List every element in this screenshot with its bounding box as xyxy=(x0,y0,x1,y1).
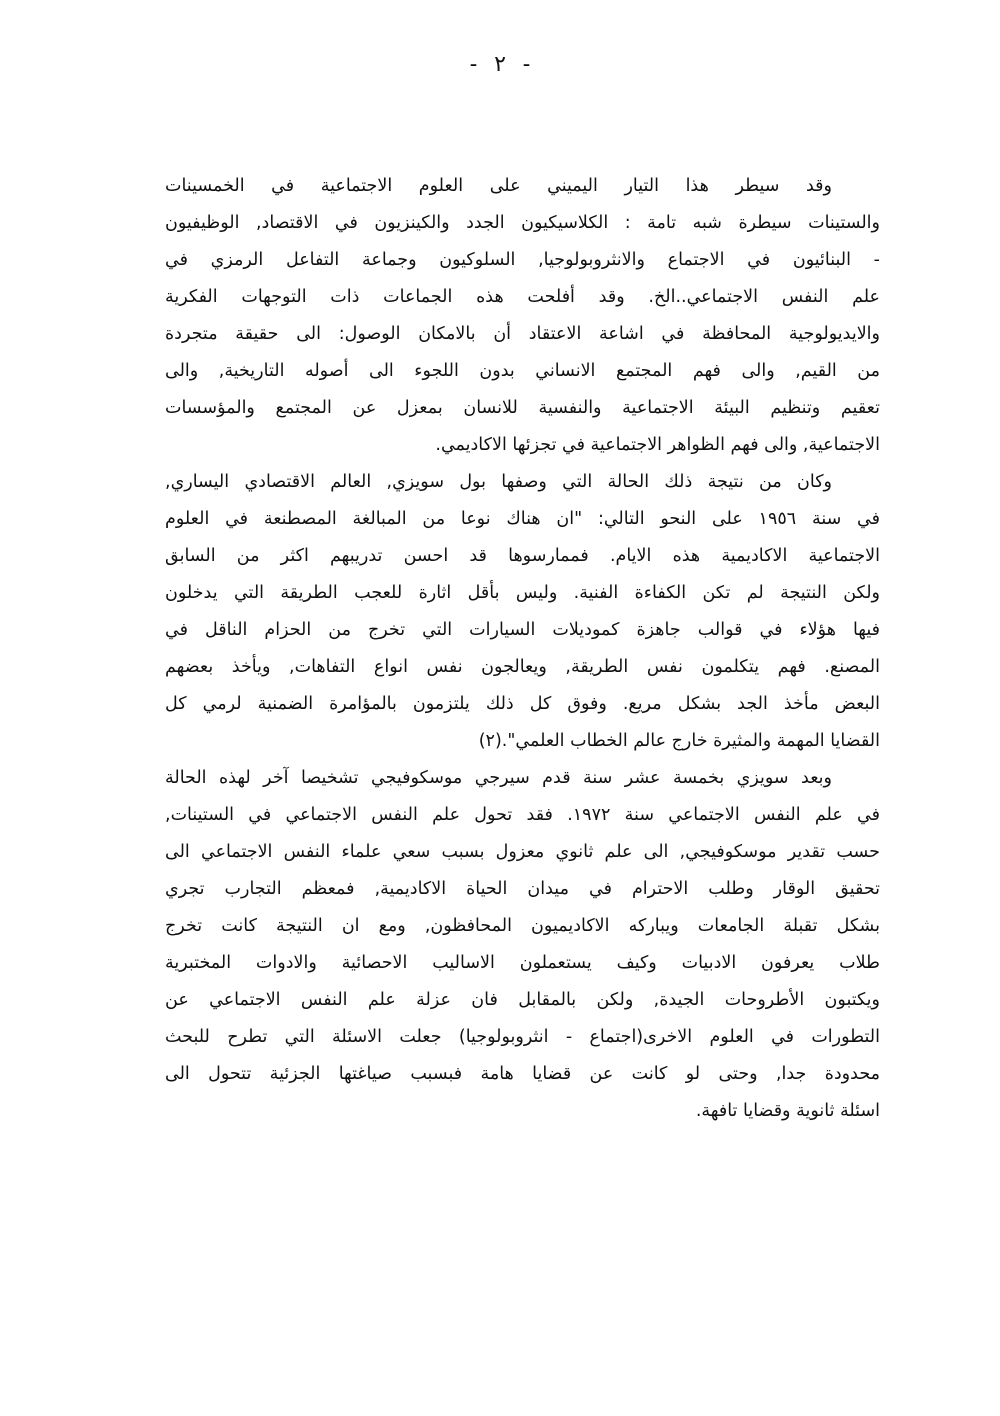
text-line: حسب تقدير موسكوفيجي, الى علم ثانوي معزول بسبب سعي علماء النفس الاجتماعي الى xyxy=(165,842,880,862)
text-line: البعض مأخذ الجد بشكل مريع. وفوق كل ذلك يلتزمون بالمؤامرة الضمنية لرمي كل xyxy=(165,694,880,714)
text-line: المصنع. فهم يتكلمون نفس الطريقة, ويعالجون نفس انواع التفاهات, ويأخذ بعضهم xyxy=(165,657,880,677)
text-line: والايديولوجية المحافظة في اشاعة الاعتقاد أن بالامكان الوصول: الى حقيقة متجردة xyxy=(165,324,880,344)
text-line: الاجتماعية, والى فهم الظواهر الاجتماعية في تجزئها الاكاديمي. xyxy=(435,435,880,455)
document-body xyxy=(165,168,880,1130)
text-line: من القيم, والى فهم المجتمع الانساني بدون اللجوء الى أصوله التاريخية, والى xyxy=(165,361,880,381)
text-line: التطورات في العلوم الاخرى(اجتماع - انثروبولوجيا) جعلت الاسئلة التي تطرح للبحث xyxy=(165,1027,880,1047)
text-line: محدودة جدا, وحتى لو كانت عن قضايا هامة فبسبب صياغتها الجزئية تتحول الى xyxy=(165,1064,880,1084)
text-line: طلاب يعرفون الادبيات وكيف يستعملون الاساليب الاحصائية والادوات المختبرية xyxy=(165,953,880,973)
text-line: ولكن النتيجة لم تكن الكفاءة الفنية. وليس بأقل اثارة للعجب الطريقة التي يدخلون xyxy=(165,583,880,603)
text-line: الاجتماعية الاكاديمية هذه الايام. فممارسوها قد احسن تدريبهم اكثر من السابق xyxy=(165,546,880,566)
paragraph-2 xyxy=(165,464,880,760)
text-line: والستينات سيطرة شبه تامة : الكلاسيكيون الجدد والكينزيون في الاقتصاد, الوظيفيون xyxy=(165,213,880,233)
text-line: وبعد سويزي بخمسة عشر سنة قدم سيرجي موسكوفيجي تشخيصا آخر لهذه الحالة xyxy=(165,768,832,788)
text-line: اسئلة ثانوية وقضايا تافهة. xyxy=(695,1101,880,1121)
paragraph-3 xyxy=(165,760,880,1130)
text-line: تعقيم وتنظيم البيئة الاجتماعية والنفسية للانسان بمعزل عن المجتمع والمؤسسات xyxy=(165,398,880,418)
text-line: ويكتبون الأطروحات الجيدة, ولكن بالمقابل فان عزلة علم النفس الاجتماعي عن xyxy=(165,990,880,1010)
text-line: وكان من نتيجة ذلك الحالة التي وصفها بول سويزي, العالم الاقتصادي اليساري, xyxy=(165,472,832,492)
page-number: - ٢ - xyxy=(466,52,534,77)
paragraph-1 xyxy=(165,168,880,464)
text-line: تحقيق الوقار وطلب الاحترام في ميدان الحياة الاكاديمية, فمعظم التجارب تجري xyxy=(165,879,880,899)
text-line: في علم النفس الاجتماعي سنة ١٩٧٢. فقد تحول علم النفس الاجتماعي في الستينات, xyxy=(165,805,880,825)
text-line: فيها هؤلاء في قوالب جاهزة كموديلات السيارات التي تخرج من الحزام الناقل في xyxy=(165,620,880,640)
text-line: - البنائيون في الاجتماع والانثروبولوجيا, السلوكيون وجماعة التفاعل الرمزي في xyxy=(165,250,880,270)
text-line: القضايا المهمة والمثيرة خارج عالم الخطاب العلمي".(٢) xyxy=(478,731,880,751)
text-line: وقد سيطر هذا التيار اليميني على العلوم الاجتماعية في الخمسينات xyxy=(165,176,832,196)
text-line: علم النفس الاجتماعي..الخ. وقد أفلحت هذه الجماعات ذات التوجهات الفكرية xyxy=(165,287,880,307)
text-line: بشكل تقبلة الجامعات ويباركه الاكاديميون المحافظون, ومع ان النتيجة كانت تخرج xyxy=(165,916,880,936)
text-line: في سنة ١٩٥٦ على النحو التالي: "ان هناك نوعا من المبالغة المصطنعة في العلوم xyxy=(165,509,880,529)
